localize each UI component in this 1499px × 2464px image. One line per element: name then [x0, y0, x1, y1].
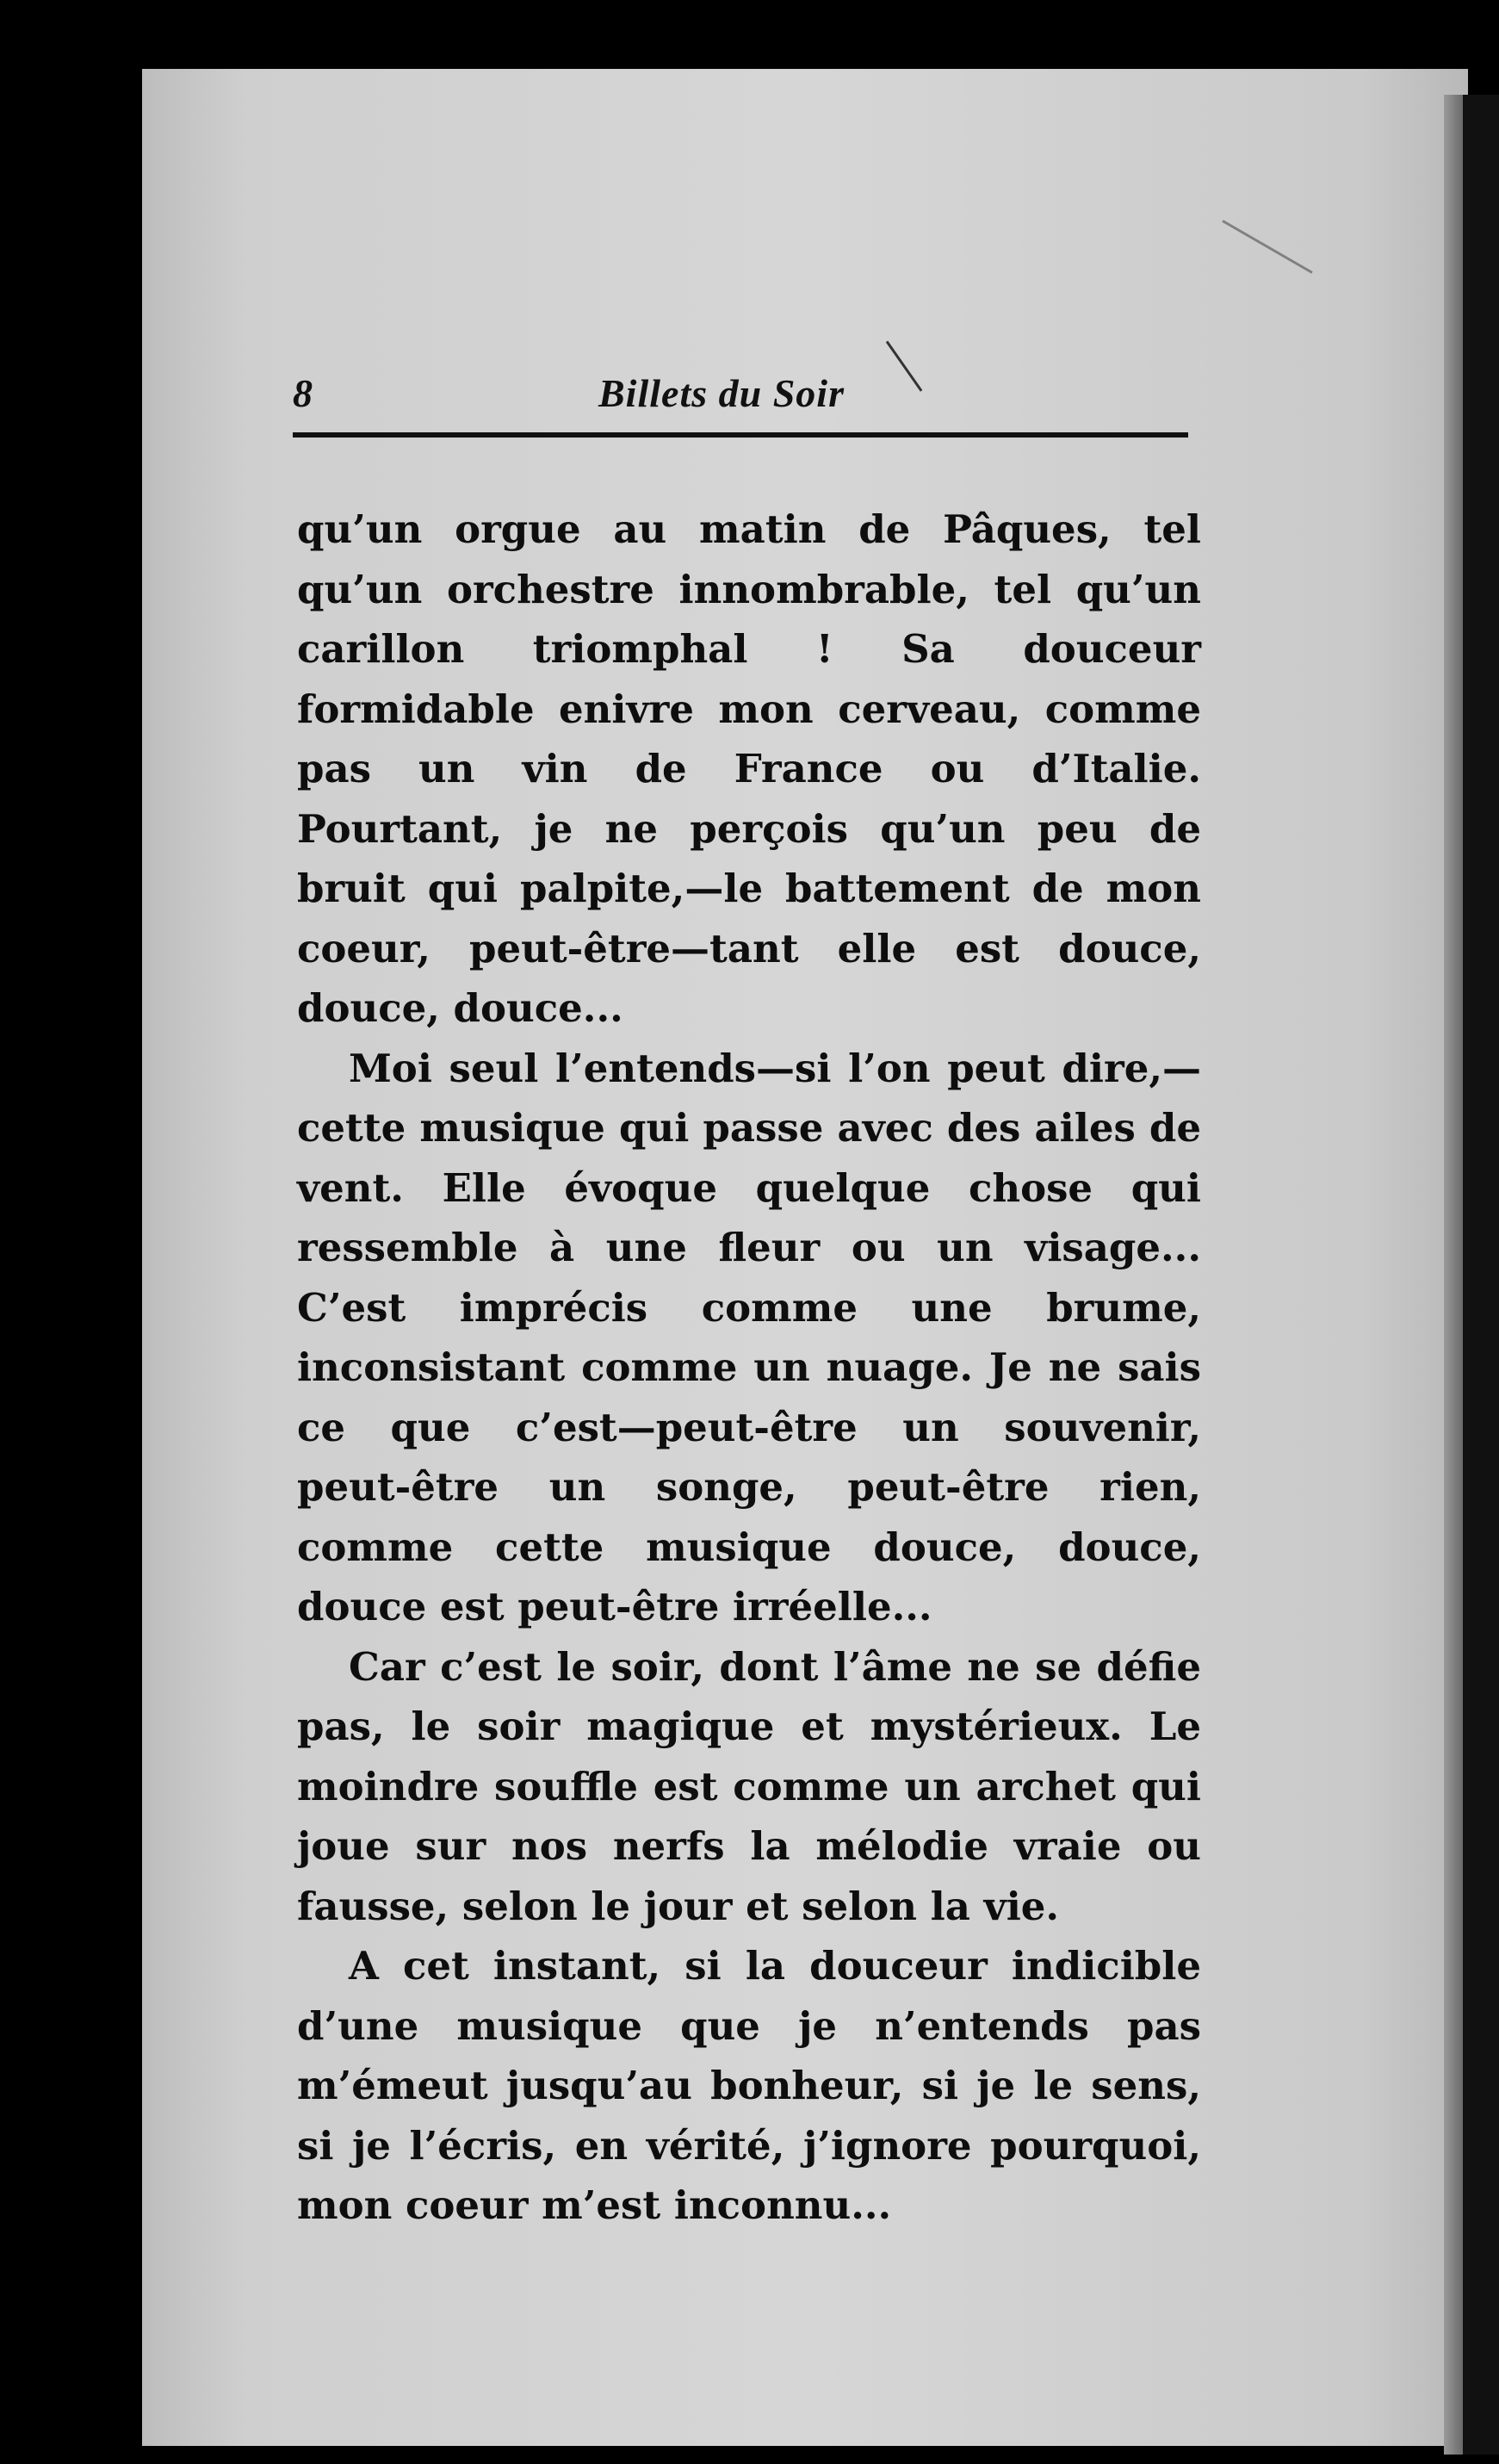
page-edge-shadow — [1444, 95, 1463, 2455]
page-number: 8 — [293, 371, 313, 415]
book-spine-edge — [1463, 95, 1499, 2455]
page-header — [293, 370, 1188, 431]
header-rule — [293, 432, 1188, 438]
paragraph-1: qu’un orgue au matin de Pâques, tel qu’un orchestre innombrable, tel qu’un carillon triomphal ! Sa douceur formidable enivre mon cerveau, comme pas un vin de France ou d’Italie. Pourtant, je ne perçois qu’un peu de bruit qui palpite,—le battement de mon coeur, peut-être—tant elle est douce, douce, douce... — [297, 506, 1201, 1031]
paragraph-4: A cet instant, si la douceur indicible d’une musique que je n’entends pas m’émeut jusqu’au bonheur, si je le sens, si je l’écris, en vérité, j’ignore pourquoi, mon coeur m’est inconnu... — [297, 1943, 1201, 2228]
running-title: Billets du Soir — [598, 371, 845, 415]
paragraph-3: Car c’est le soir, dont l’âme ne se défie pas, le soir magique et mystérieux. Le moindre souffle est comme un archet qui joue sur nos nerfs la mélodie vraie ou fausse, selon le jour et selon la vie. — [297, 1643, 1201, 1929]
page-body — [297, 500, 1201, 2236]
paragraph-2: Moi seul l’entends—si l’on peut dire,—cette musique qui passe avec des ailes de vent. Elle évoque quelque chose qui ressemble à une fleur ou un visage... C’est imprécis comme une brume, inconsistant comme un nuage. Je ne sais ce que c’est—peut-être un souvenir, peut-être un songe, peut-être rien, comme cette musique douce, douce, douce est peut-être irréelle... — [297, 1045, 1201, 1629]
